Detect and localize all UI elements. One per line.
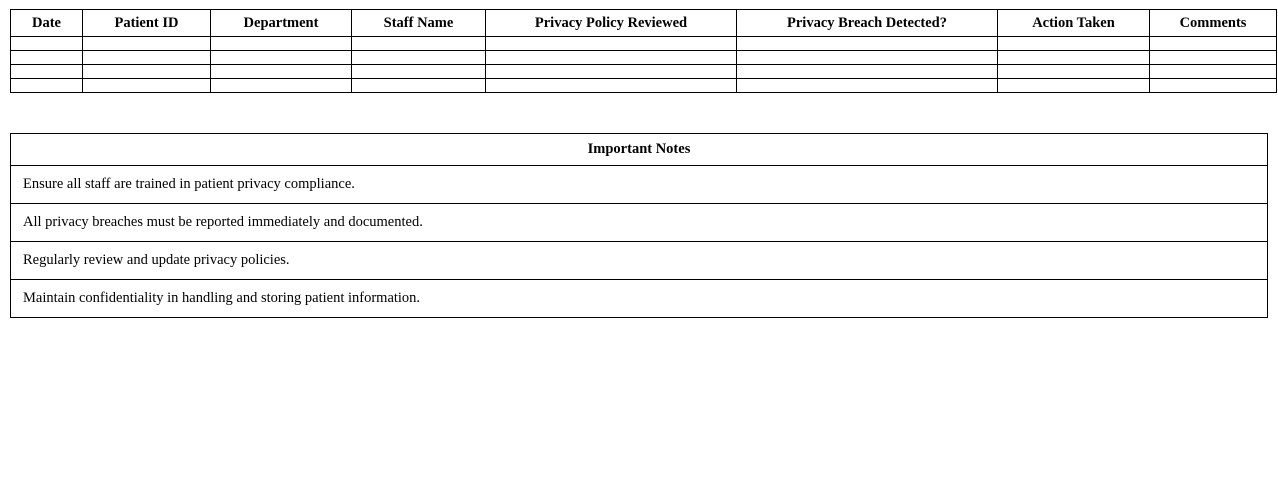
cell-department[interactable] <box>211 51 352 65</box>
cell-department[interactable] <box>211 79 352 93</box>
column-header-patient-id: Patient ID <box>83 10 211 37</box>
cell-action-taken[interactable] <box>998 51 1150 65</box>
cell-privacy-breach-detected[interactable] <box>737 65 998 79</box>
cell-privacy-policy-reviewed[interactable] <box>486 51 737 65</box>
log-table-header <box>11 10 1277 37</box>
cell-comments[interactable] <box>1150 65 1277 79</box>
table-row[interactable] <box>11 51 1277 65</box>
cell-action-taken[interactable] <box>998 65 1150 79</box>
notes-title: Important Notes <box>11 134 1268 166</box>
list-item <box>11 166 1268 204</box>
cell-date[interactable] <box>11 65 83 79</box>
cell-staff-name[interactable] <box>352 79 486 93</box>
cell-privacy-breach-detected[interactable] <box>737 79 998 93</box>
cell-staff-name[interactable] <box>352 51 486 65</box>
important-notes-table <box>10 133 1268 318</box>
cell-patient-id[interactable] <box>83 37 211 51</box>
cell-date[interactable] <box>11 79 83 93</box>
list-item <box>11 242 1268 280</box>
column-header-comments: Comments <box>1150 10 1277 37</box>
cell-privacy-policy-reviewed[interactable] <box>486 79 737 93</box>
cell-date[interactable] <box>11 51 83 65</box>
log-table-header-row <box>11 10 1277 37</box>
cell-comments[interactable] <box>1150 51 1277 65</box>
column-header-privacy-breach-detected: Privacy Breach Detected? <box>737 10 998 37</box>
cell-department[interactable] <box>211 65 352 79</box>
note-text: Maintain confidentiality in handling and storing patient information. <box>11 280 1268 318</box>
cell-privacy-breach-detected[interactable] <box>737 51 998 65</box>
cell-staff-name[interactable] <box>352 65 486 79</box>
list-item <box>11 204 1268 242</box>
column-header-date: Date <box>11 10 83 37</box>
privacy-log-table <box>10 9 1277 93</box>
cell-privacy-breach-detected[interactable] <box>737 37 998 51</box>
cell-staff-name[interactable] <box>352 37 486 51</box>
notes-table-header-row <box>11 134 1268 166</box>
note-text: Ensure all staff are trained in patient privacy compliance. <box>11 166 1268 204</box>
table-row[interactable] <box>11 37 1277 51</box>
cell-comments[interactable] <box>1150 79 1277 93</box>
cell-privacy-policy-reviewed[interactable] <box>486 65 737 79</box>
column-header-staff-name: Staff Name <box>352 10 486 37</box>
column-header-action-taken: Action Taken <box>998 10 1150 37</box>
note-text: Regularly review and update privacy policies. <box>11 242 1268 280</box>
cell-patient-id[interactable] <box>83 65 211 79</box>
notes-table-header <box>11 134 1268 166</box>
cell-privacy-policy-reviewed[interactable] <box>486 37 737 51</box>
log-table-body <box>11 37 1277 93</box>
column-header-privacy-policy-reviewed: Privacy Policy Reviewed <box>486 10 737 37</box>
table-row[interactable] <box>11 65 1277 79</box>
table-row[interactable] <box>11 79 1277 93</box>
cell-date[interactable] <box>11 37 83 51</box>
cell-patient-id[interactable] <box>83 51 211 65</box>
cell-comments[interactable] <box>1150 37 1277 51</box>
column-header-department: Department <box>211 10 352 37</box>
list-item <box>11 280 1268 318</box>
cell-patient-id[interactable] <box>83 79 211 93</box>
note-text: All privacy breaches must be reported immediately and documented. <box>11 204 1268 242</box>
cell-department[interactable] <box>211 37 352 51</box>
cell-action-taken[interactable] <box>998 37 1150 51</box>
cell-action-taken[interactable] <box>998 79 1150 93</box>
notes-table-body <box>11 166 1268 318</box>
